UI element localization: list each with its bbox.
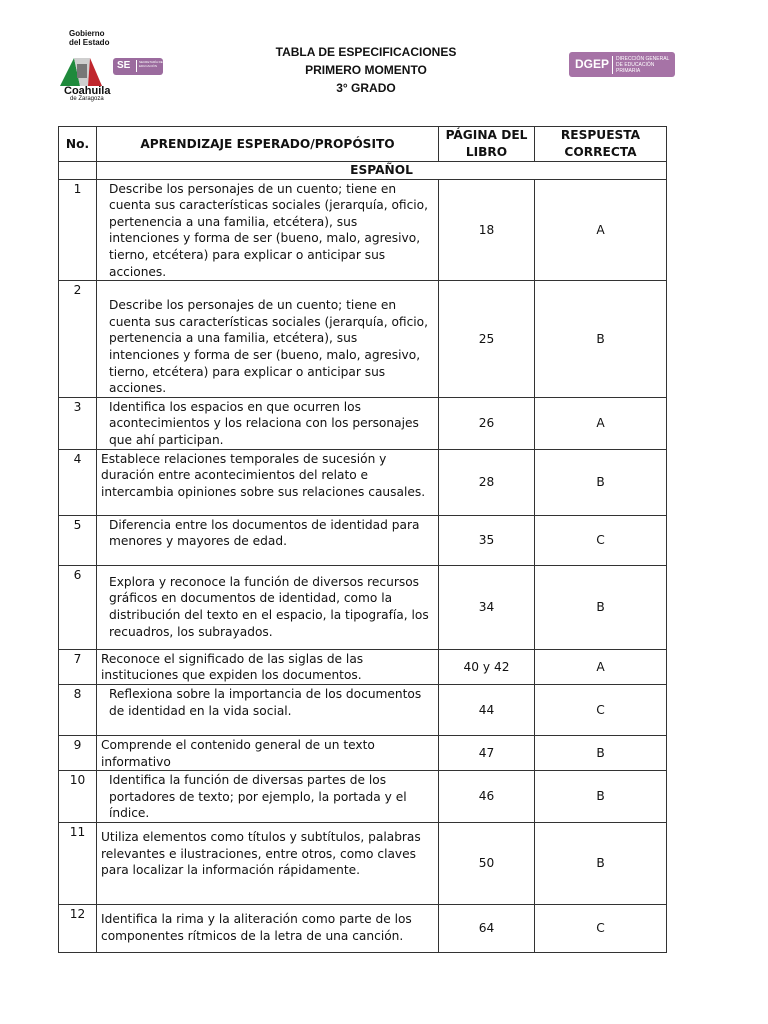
- row-description-text: Reconoce el significado de las siglas de las instituciones que expiden los documentos.: [101, 651, 364, 683]
- table-row: [59, 823, 667, 905]
- title-line-3: 3° GRADO: [336, 81, 396, 95]
- logo-state: Coahuila: [64, 85, 111, 97]
- row-page: 26: [439, 397, 535, 449]
- row-number: 11: [59, 823, 97, 905]
- row-page: 47: [439, 735, 535, 770]
- logo-line2: del Estado: [69, 38, 110, 47]
- specifications-table: [58, 126, 667, 953]
- document-title: [250, 43, 482, 97]
- table-row: [59, 281, 667, 398]
- row-description-text: Diferencia entre los documentos de identidad para menores y mayores de edad.: [109, 517, 420, 549]
- logo-line1: Gobierno: [69, 29, 105, 38]
- table-header-row: [59, 127, 667, 162]
- dgep-sub-label: DIRECCIÓN GENERAL DE EDUCACIÓN PRIMARIA: [612, 56, 674, 74]
- row-answer: B: [535, 449, 667, 515]
- row-answer: C: [535, 515, 667, 565]
- row-answer: A: [535, 649, 667, 684]
- row-description-text: Identifica la función de diversas partes de los portadores de texto; por ejemplo, la portada y el índice.: [109, 773, 407, 821]
- row-description: [97, 515, 439, 565]
- row-description-text: Describe los personajes de un cuento; tiene en cuenta sus características sociales (jerarquía, oficio, pertenencia a una familia, etcétera), sus intenciones y forma de ser (bueno, malo, agresivo, tierno, etcétera) para explicar o anticipar sus acciones.: [109, 298, 428, 396]
- table-row: [59, 905, 667, 953]
- row-number: 8: [59, 684, 97, 735]
- row-answer: B: [535, 823, 667, 905]
- se-badge: [113, 58, 163, 75]
- row-number: 10: [59, 771, 97, 823]
- row-description-text: Comprende el contenido general de un texto informativo: [101, 737, 375, 769]
- row-number: 1: [59, 179, 97, 281]
- row-description: [97, 179, 439, 281]
- title-line-2: PRIMERO MOMENTO: [305, 63, 427, 77]
- row-description-text: Reflexiona sobre la importancia de los documentos de identidad en la vida social.: [109, 686, 422, 718]
- row-page: 44: [439, 684, 535, 735]
- row-description-text: Identifica los espacios en que ocurren los acontecimientos y los relaciona con los personajes que ahí participan.: [109, 399, 419, 447]
- row-number: 6: [59, 565, 97, 649]
- section-row: [59, 162, 667, 180]
- table-row: [59, 179, 667, 281]
- table-row: [59, 649, 667, 684]
- section-title: ESPAÑOL: [97, 162, 667, 180]
- row-page: 34: [439, 565, 535, 649]
- row-answer: A: [535, 179, 667, 281]
- se-sub-label: SECRETARÍA DE EDUCACIÓN: [136, 60, 163, 72]
- title-line-1: TABLA DE ESPECIFICACIONES: [275, 45, 457, 59]
- header-no: No.: [59, 127, 97, 162]
- row-description: [97, 684, 439, 735]
- logo-state-sub: de Zaragoza: [70, 96, 104, 102]
- row-answer: B: [535, 565, 667, 649]
- header-respuesta: RESPUESTA CORRECTA: [535, 127, 667, 162]
- row-description: [97, 565, 439, 649]
- row-number: 5: [59, 515, 97, 565]
- row-description: [97, 905, 439, 953]
- dgep-logo: [569, 52, 675, 77]
- dgep-label: DGEP: [575, 57, 610, 71]
- row-page: 46: [439, 771, 535, 823]
- row-description-text: Establece relaciones temporales de sucesión y duración entre acontecimientos del relato e intercambia opiniones sobre sus relaciones causales.: [101, 451, 426, 499]
- row-description: [97, 281, 439, 398]
- row-description: [97, 397, 439, 449]
- row-description: [97, 823, 439, 905]
- row-page: 18: [439, 179, 535, 281]
- header-aprendizaje: APRENDIZAJE ESPERADO/PROPÓSITO: [97, 127, 439, 162]
- row-page: 28: [439, 449, 535, 515]
- row-description-text: Explora y reconoce la función de diversos recursos gráficos en documentos de identidad, como la distribución del texto en el espacio, la tipografía, los recuadros, los subrayados.: [109, 574, 429, 639]
- row-answer: B: [535, 735, 667, 770]
- row-answer: C: [535, 905, 667, 953]
- state-seal-icon: [60, 54, 102, 86]
- row-answer: B: [535, 281, 667, 398]
- row-number: 2: [59, 281, 97, 398]
- row-page: 35: [439, 515, 535, 565]
- row-number: 3: [59, 397, 97, 449]
- table-row: [59, 515, 667, 565]
- row-answer: A: [535, 397, 667, 449]
- row-number: 7: [59, 649, 97, 684]
- row-page: 50: [439, 823, 535, 905]
- header-pagina: PÁGINA DEL LIBRO: [439, 127, 535, 162]
- row-description: [97, 771, 439, 823]
- table-row: [59, 684, 667, 735]
- row-description: [97, 649, 439, 684]
- table-row: [59, 449, 667, 515]
- se-label: SE: [117, 60, 131, 71]
- row-page: 40 y 42: [439, 649, 535, 684]
- coahuila-logo: [56, 30, 168, 102]
- row-number: 4: [59, 449, 97, 515]
- row-description-text: Describe los personajes de un cuento; tiene en cuenta sus características sociales (jerarquía, oficio, pertenencia a una familia, etcétera), sus intenciones y forma de ser (bueno, malo, agresivo, tierno, etcétera) para explicar o anticipar sus acciones.: [109, 181, 428, 279]
- row-page: 64: [439, 905, 535, 953]
- row-answer: C: [535, 684, 667, 735]
- row-answer: B: [535, 771, 667, 823]
- row-number: 9: [59, 735, 97, 770]
- row-description: [97, 735, 439, 770]
- table-row: [59, 565, 667, 649]
- table-row: [59, 771, 667, 823]
- row-description-text: Identifica la rima y la aliteración como parte de los componentes rítmicos de la letra de una canción.: [101, 912, 412, 943]
- row-description: [97, 449, 439, 515]
- table-row: [59, 397, 667, 449]
- row-description-text: Utiliza elementos como títulos y subtítulos, palabras relevantes e ilustraciones, entre otros, como claves para localizar la información rápidamente.: [101, 830, 421, 878]
- row-page: 25: [439, 281, 535, 398]
- table-row: [59, 735, 667, 770]
- row-number: 12: [59, 905, 97, 953]
